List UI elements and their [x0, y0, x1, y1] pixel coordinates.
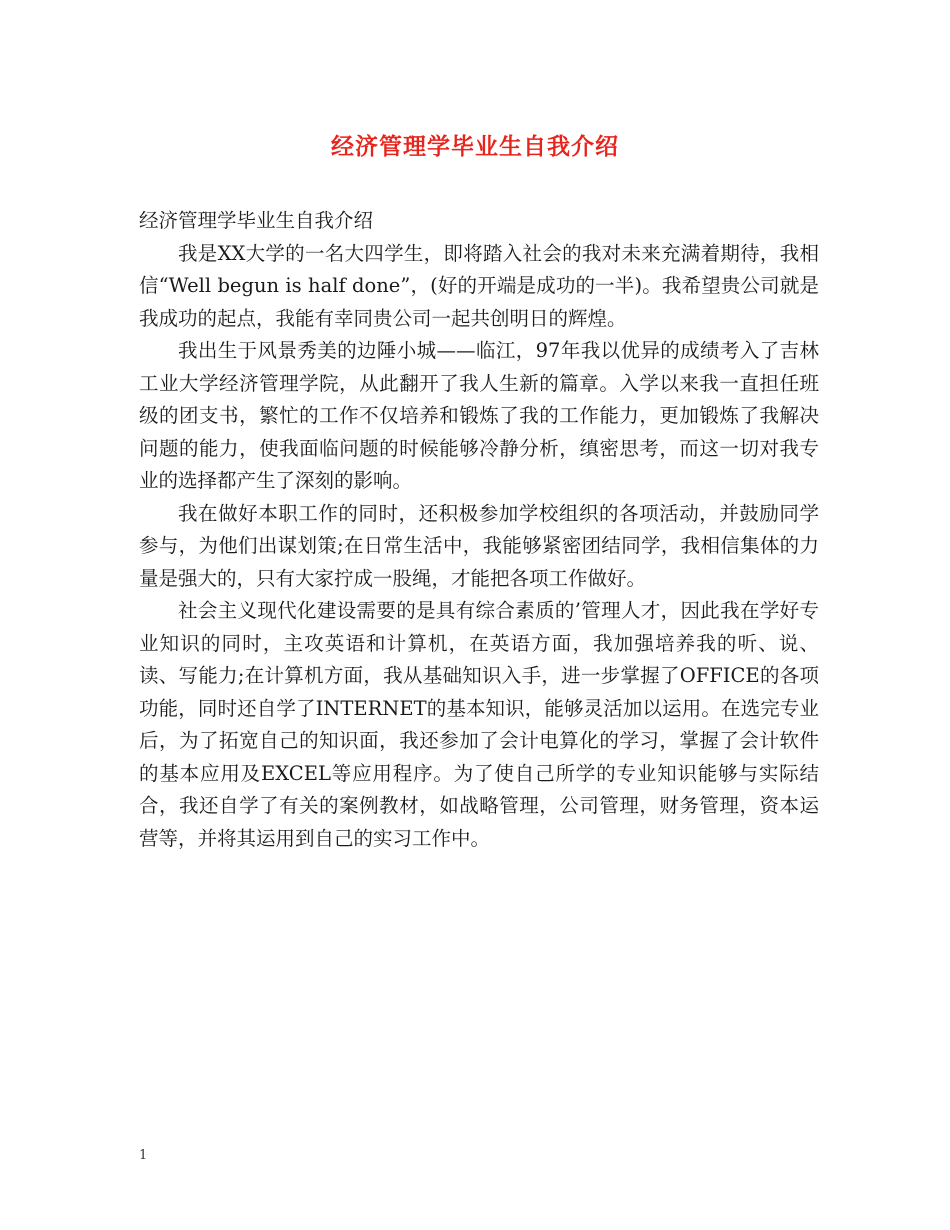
document-body — [139, 205, 819, 855]
paragraph-1: 我是XX大学的一名大四学生，即将踏入社会的我对未来充满着期待，我相信“Well begun is half done”，(好的开端是成功的一半)。我希望贵公司就是我成功的起点，我能有幸同贵公司一起共创明日的辉煌。 — [139, 241, 819, 330]
paragraph-4: 社会主义现代化建设需要的是具有综合素质的’管理人才，因此我在学好专业知识的同时，主攻英语和计算机，在英语方面，我加强培养我的听、说、读、写能力;在计算机方面，我从基础知识入手，进一步掌握了OFFICE的各项功能，同时还自学了INTERNET的基本知识，能够灵活加以运用。在选完专业后，为了拓宽自己的知识面，我还参加了会计电算化的学习，掌握了会计软件的基本应用及EXCEL等应用程序。为了使自己所学的专业知识能够与实际结合，我还自学了有关的案例教材，如战略管理，公司管理，财务管理，资本运营等，并将其运用到自己的实习工作中。 — [139, 599, 819, 850]
paragraph-3: 我在做好本职工作的同时，还积极参加学校组织的各项活动，并鼓励同学参与，为他们出谋划策;在日常生活中，我能够紧密团结同学，我相信集体的力量是强大的，只有大家拧成一股绳，才能把各项工作做好。 — [139, 501, 819, 590]
page-number: 1 — [139, 1148, 148, 1163]
paragraph-2: 我出生于风景秀美的边陲小城——临江，97年我以优异的成绩考入了吉林工业大学经济管理学院，从此翻开了我人生新的篇章。入学以来我一直担任班级的团支书，繁忙的工作不仅培养和锻炼了我的工作能力，更加锻炼了我解决问题的能力，使我面临问题的时候能够冷静分析，缜密思考，而这一切对我专业的选择都产生了深刻的影响。 — [139, 339, 819, 492]
document-title: 经济管理学毕业生自我介绍 — [331, 133, 619, 160]
document-subtitle: 经济管理学毕业生自我介绍 — [139, 209, 374, 232]
